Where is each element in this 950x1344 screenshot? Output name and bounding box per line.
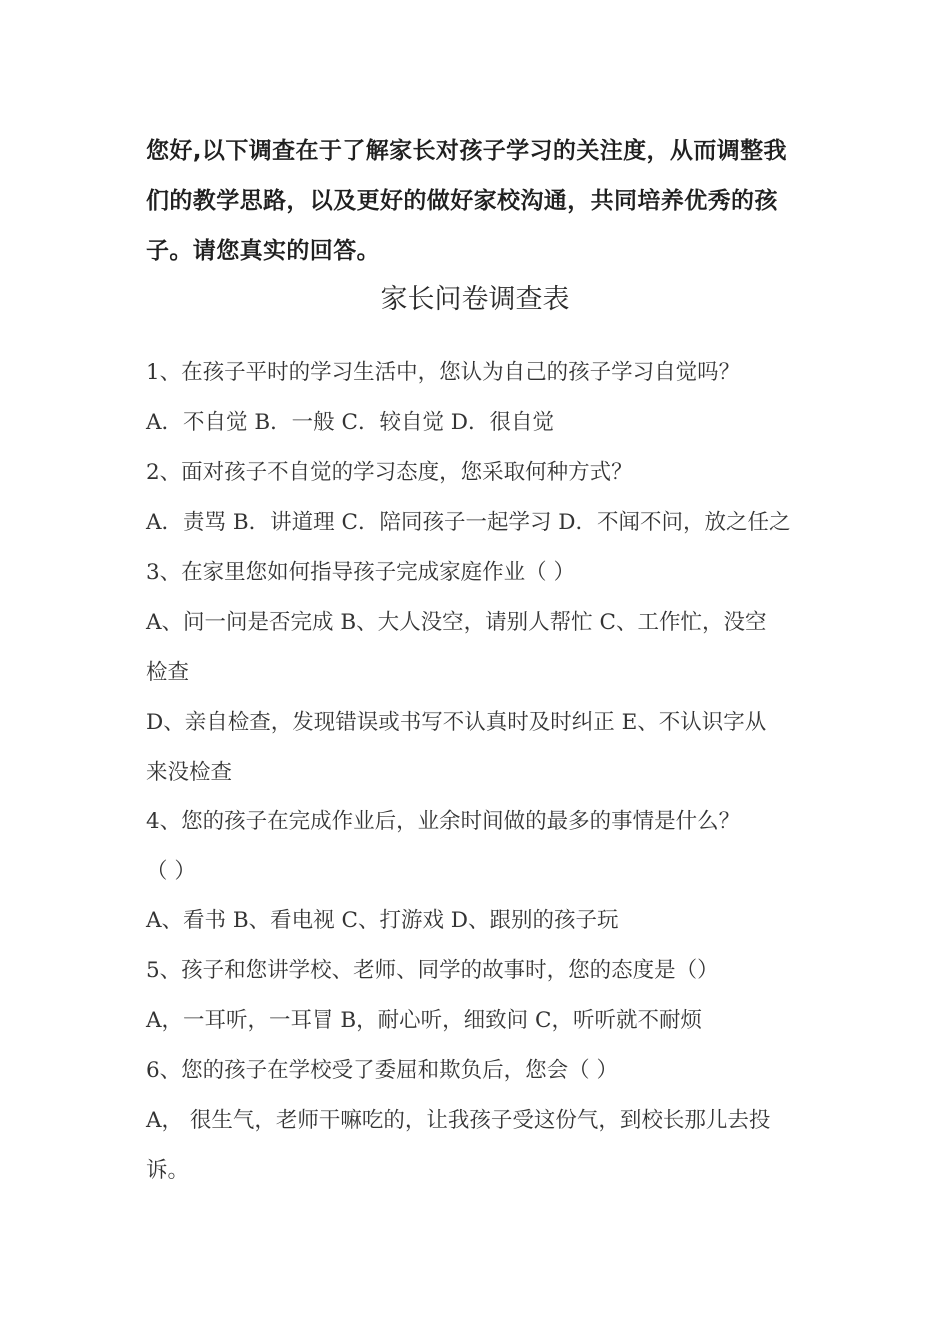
question-4: 4、您的孩子在完成作业后，业余时间做的最多的事情是什么？ [146,809,741,834]
question-4-blank: （ ） [146,859,196,884]
question-2: 2、面对孩子不自觉的学习态度，您采取何种方式？ [146,460,633,485]
options-3-line-1: A、问一问是否完成 B、大人没空，请别人帮忙 C、工作忙，没空 [146,610,767,635]
options-5: A，一耳听，一耳冒 B，耐心听，细致问 C，听听就不耐烦 [146,1008,702,1033]
question-6: 6、您的孩子在学校受了委屈和欺负后，您会（ ） [146,1058,619,1083]
options-1: A．不自觉 B．一般 C．较自觉 D．很自觉 [146,410,555,435]
options-3-line-3: D、亲自检查，发现错误或书写不认真时及时纠正 E、不认识字从 [146,710,767,735]
intro-line: 您好,以下调查在于了解家长对孩子学习的关注度，从而调整我 [146,138,787,164]
question-5: 5、孩子和您讲学校、老师、同学的故事时，您的态度是（） [146,958,719,983]
page-title: 家长问卷调查表 [380,284,570,315]
options-4: A、看书 B、看电视 C、打游戏 D、跟别的孩子玩 [146,908,619,933]
options-3-line-2: 检查 [146,660,190,685]
question-1: 1、在孩子平时的学习生活中，您认为自己的孩子学习自觉吗？ [146,360,741,385]
intro-line: 子。请您真实的回答。 [146,238,380,264]
intro-line: 们的教学思路，以及更好的做好家校沟通，共同培养优秀的孩 [146,188,778,214]
question-3: 3、在家里您如何指导孩子完成家庭作业（ ） [146,560,576,585]
options-6-line-1: A， 很生气，老师干嘛吃的，让我孩子受这份气，到校长那儿去投 [146,1108,771,1133]
options-2: A．责骂 B．讲道理 C．陪同孩子一起学习 D．不闻不问，放之任之 [146,510,791,535]
options-3-line-4: 来没检查 [146,760,233,785]
options-6-line-2: 诉。 [146,1158,190,1183]
intro-paragraph [146,126,810,276]
